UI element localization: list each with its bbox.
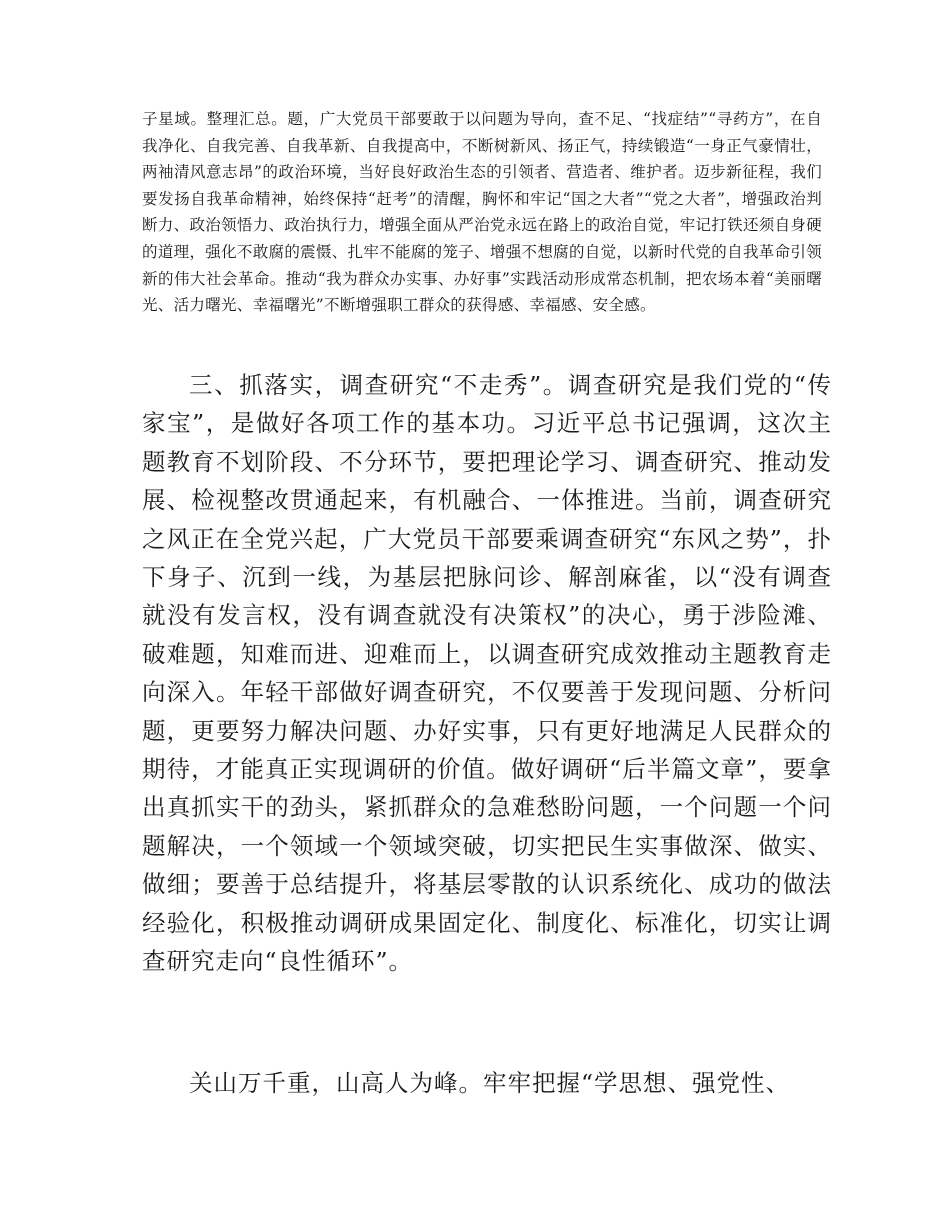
section-three-paragraph: 三、抓落实，调查研究“不走秀”。调查研究是我们党的“传家宝”，是做好各项工作的基本功。习近平总书记强调，这次主题教育不划阶段、不分环节，要把理论学习、调查研究、推动发展、检视整改贯通起来，有机融合、一体推进。当前，调查研究之风正在全党兴起，广大党员干部要乘调查研究“东风之势”，扑下身子、沉到一线，为基层把脉问诊、解剖麻雀，以“没有调查就没有发言权，没有调查就没有决策权”的决心，勇于涉险滩、破难题，知难而进、迎难而上，以调查研究成效推动主题教育走向深入。年轻干部做好调查研究，不仅要善于发现问题、分析问题，更要努力解决问题、办好实事，只有更好地满足人民群众的期待，才能真正实现调研的价值。做好调研“后半篇文章”，要拿出真抓实干的劲头，紧抓群众的急难愁盼问题，一个问题一个问题解决，一个领域一个领域突破，切实把民生实事做深、做实、做细；要善于总结提升，将基层零散的认识系统化、成功的做法经验化，积极推动调研成果固定化、制度化、标准化，切实让调查研究走向“良性循环”。 <box>142 371 832 976</box>
closing-paragraph: 关山万千重，山高人为峰。牢牢把握“学思想、强党性、 <box>189 1069 791 1097</box>
continuation-paragraph: 子星域。整理汇总。题，广大党员干部要敢于以问题为导向，查不足、“找症结”“寻药方”，在自我净化、自我完善、自我革新、自我提高中，不断树新风、扬正气，持续锻造“一身正气豪情壮，两袖清风意志昂”的政治环境，当好良好政治生态的引领者、营造者、维护者。迈步新征程，我们要发扬自我革命精神，始终保持“赶考”的清醒，胸怀和牢记“国之大者”“党之大者”，增强政治判断力、政治领悟力、政治执行力，增强全面从严治党永远在路上的政治自觉，牢记打铁还须自身硬的道理，强化不敢腐的震慑、扎牢不能腐的笼子、增强不想腐的自觉，以新时代党的自我革命引领新的伟大社会革命。推动“我为群众办实事、办好事”实践活动形成常态机制，把农场本着“美丽曙光、活力曙光、幸福曙光”不断增强职工群众的获得感、幸福感、安全感。 <box>142 110 823 315</box>
